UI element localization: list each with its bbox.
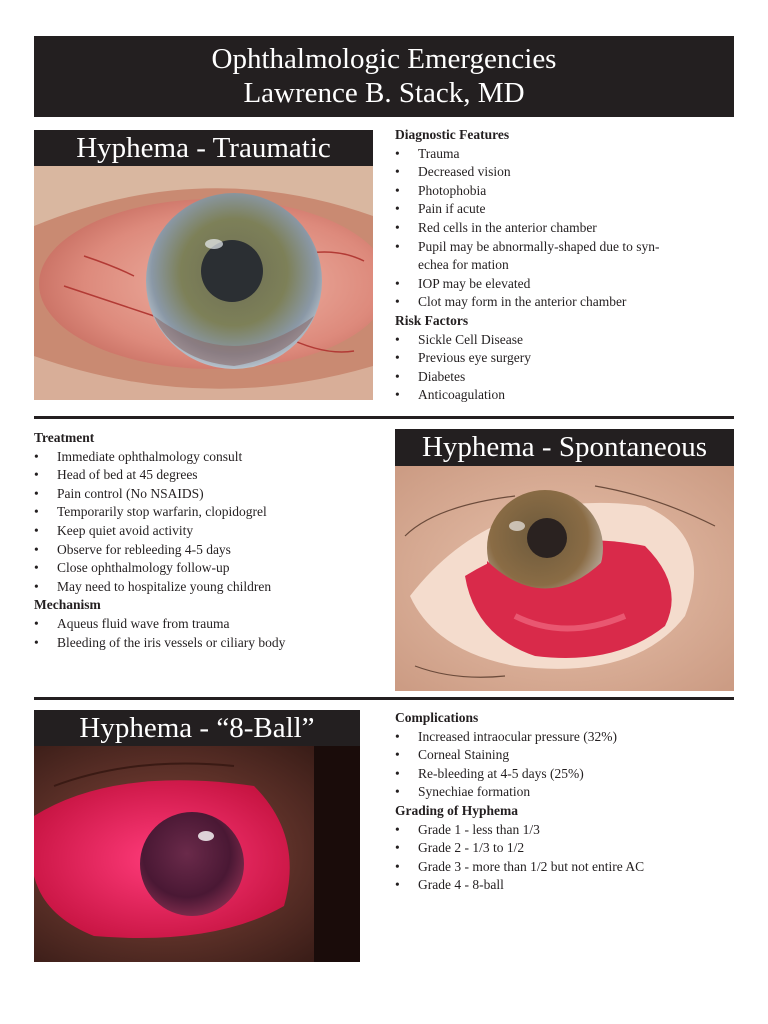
section-divider [34,416,734,419]
list-item: • Grade 3 - more than 1/2 but not entire AC [395,858,725,877]
spontaneous-hyphema-photo [395,466,734,691]
section-title-8-ball: Hyphema - “8-Ball” [34,710,360,746]
section-divider [34,697,734,700]
grading-heading: Grading of Hyphema [395,802,519,818]
diagnostic-features-heading: Diagnostic Features [395,127,510,142]
list-item: • Grade 1 - less than 1/3 [395,821,725,840]
list-item: • May need to hospitalize young children [34,578,384,597]
list-item: • Synechiae formation [395,783,725,802]
traumatic-hyphema-photo [34,166,373,400]
list-item: • Anticoagulation [395,386,725,405]
list-item: • Pupil may be abnormally-shaped due to syn-echea for mation [395,238,688,275]
list-item: • Head of bed at 45 degrees [34,466,384,485]
list-item: • Keep quiet avoid activity [34,522,384,541]
diagnostic-features-list [395,145,725,312]
mechanism-heading: Mechanism [34,597,101,613]
list-item: • Corneal Staining [395,746,725,765]
section-title-spontaneous: Hyphema - Spontaneous [395,429,734,466]
list-item: • Temporarily stop warfarin, clopidogrel [34,503,384,522]
eight-ball-hyphema-photo [34,746,360,962]
list-item: • Bleeding of the iris vessels or ciliary body [34,634,384,653]
list-item: • IOP may be elevated [395,275,725,294]
treatment-list [34,448,384,597]
treatment-heading: Treatment [34,430,95,445]
grading-list [395,821,725,895]
complications-heading: Complications [395,710,479,725]
page-header [34,36,734,117]
section-title-traumatic: Hyphema - Traumatic [34,130,373,166]
list-item: • Pain if acute [395,200,725,219]
list-item: • Close ophthalmology follow-up [34,559,384,578]
diagnostic-risk-block [395,126,725,405]
complications-grading-block [395,709,725,895]
list-item: • Clot may form in the anterior chamber [395,293,725,312]
list-item: • Aqueus fluid wave from trauma [34,615,384,634]
risk-factors-heading: Risk Factors [395,312,469,328]
treatment-mechanism-block [34,429,384,652]
author-name: Lawrence B. Stack, MD [243,77,525,109]
list-item: • Observe for rebleeding 4-5 days [34,541,384,560]
page-title: Ophthalmologic Emergencies [211,43,557,75]
complications-list [395,728,725,802]
risk-factors-list [395,331,725,405]
list-item: • Diabetes [395,368,725,387]
list-item: • Grade 2 - 1/3 to 1/2 [395,839,725,858]
list-item: • Pain control (No NSAIDS) [34,485,384,504]
list-item: • Grade 4 - 8-ball [395,876,725,895]
list-item: • Sickle Cell Disease [395,331,725,350]
list-item: • Increased intraocular pressure (32%) [395,728,725,747]
list-item: • Immediate ophthalmology consult [34,448,384,467]
list-item: • Previous eye surgery [395,349,725,368]
list-item: • Re-bleeding at 4-5 days (25%) [395,765,725,784]
list-item: • Decreased vision [395,163,725,182]
list-item: • Photophobia [395,182,725,201]
list-item: • Red cells in the anterior chamber [395,219,725,238]
list-item: • Trauma [395,145,725,164]
mechanism-list [34,615,384,652]
